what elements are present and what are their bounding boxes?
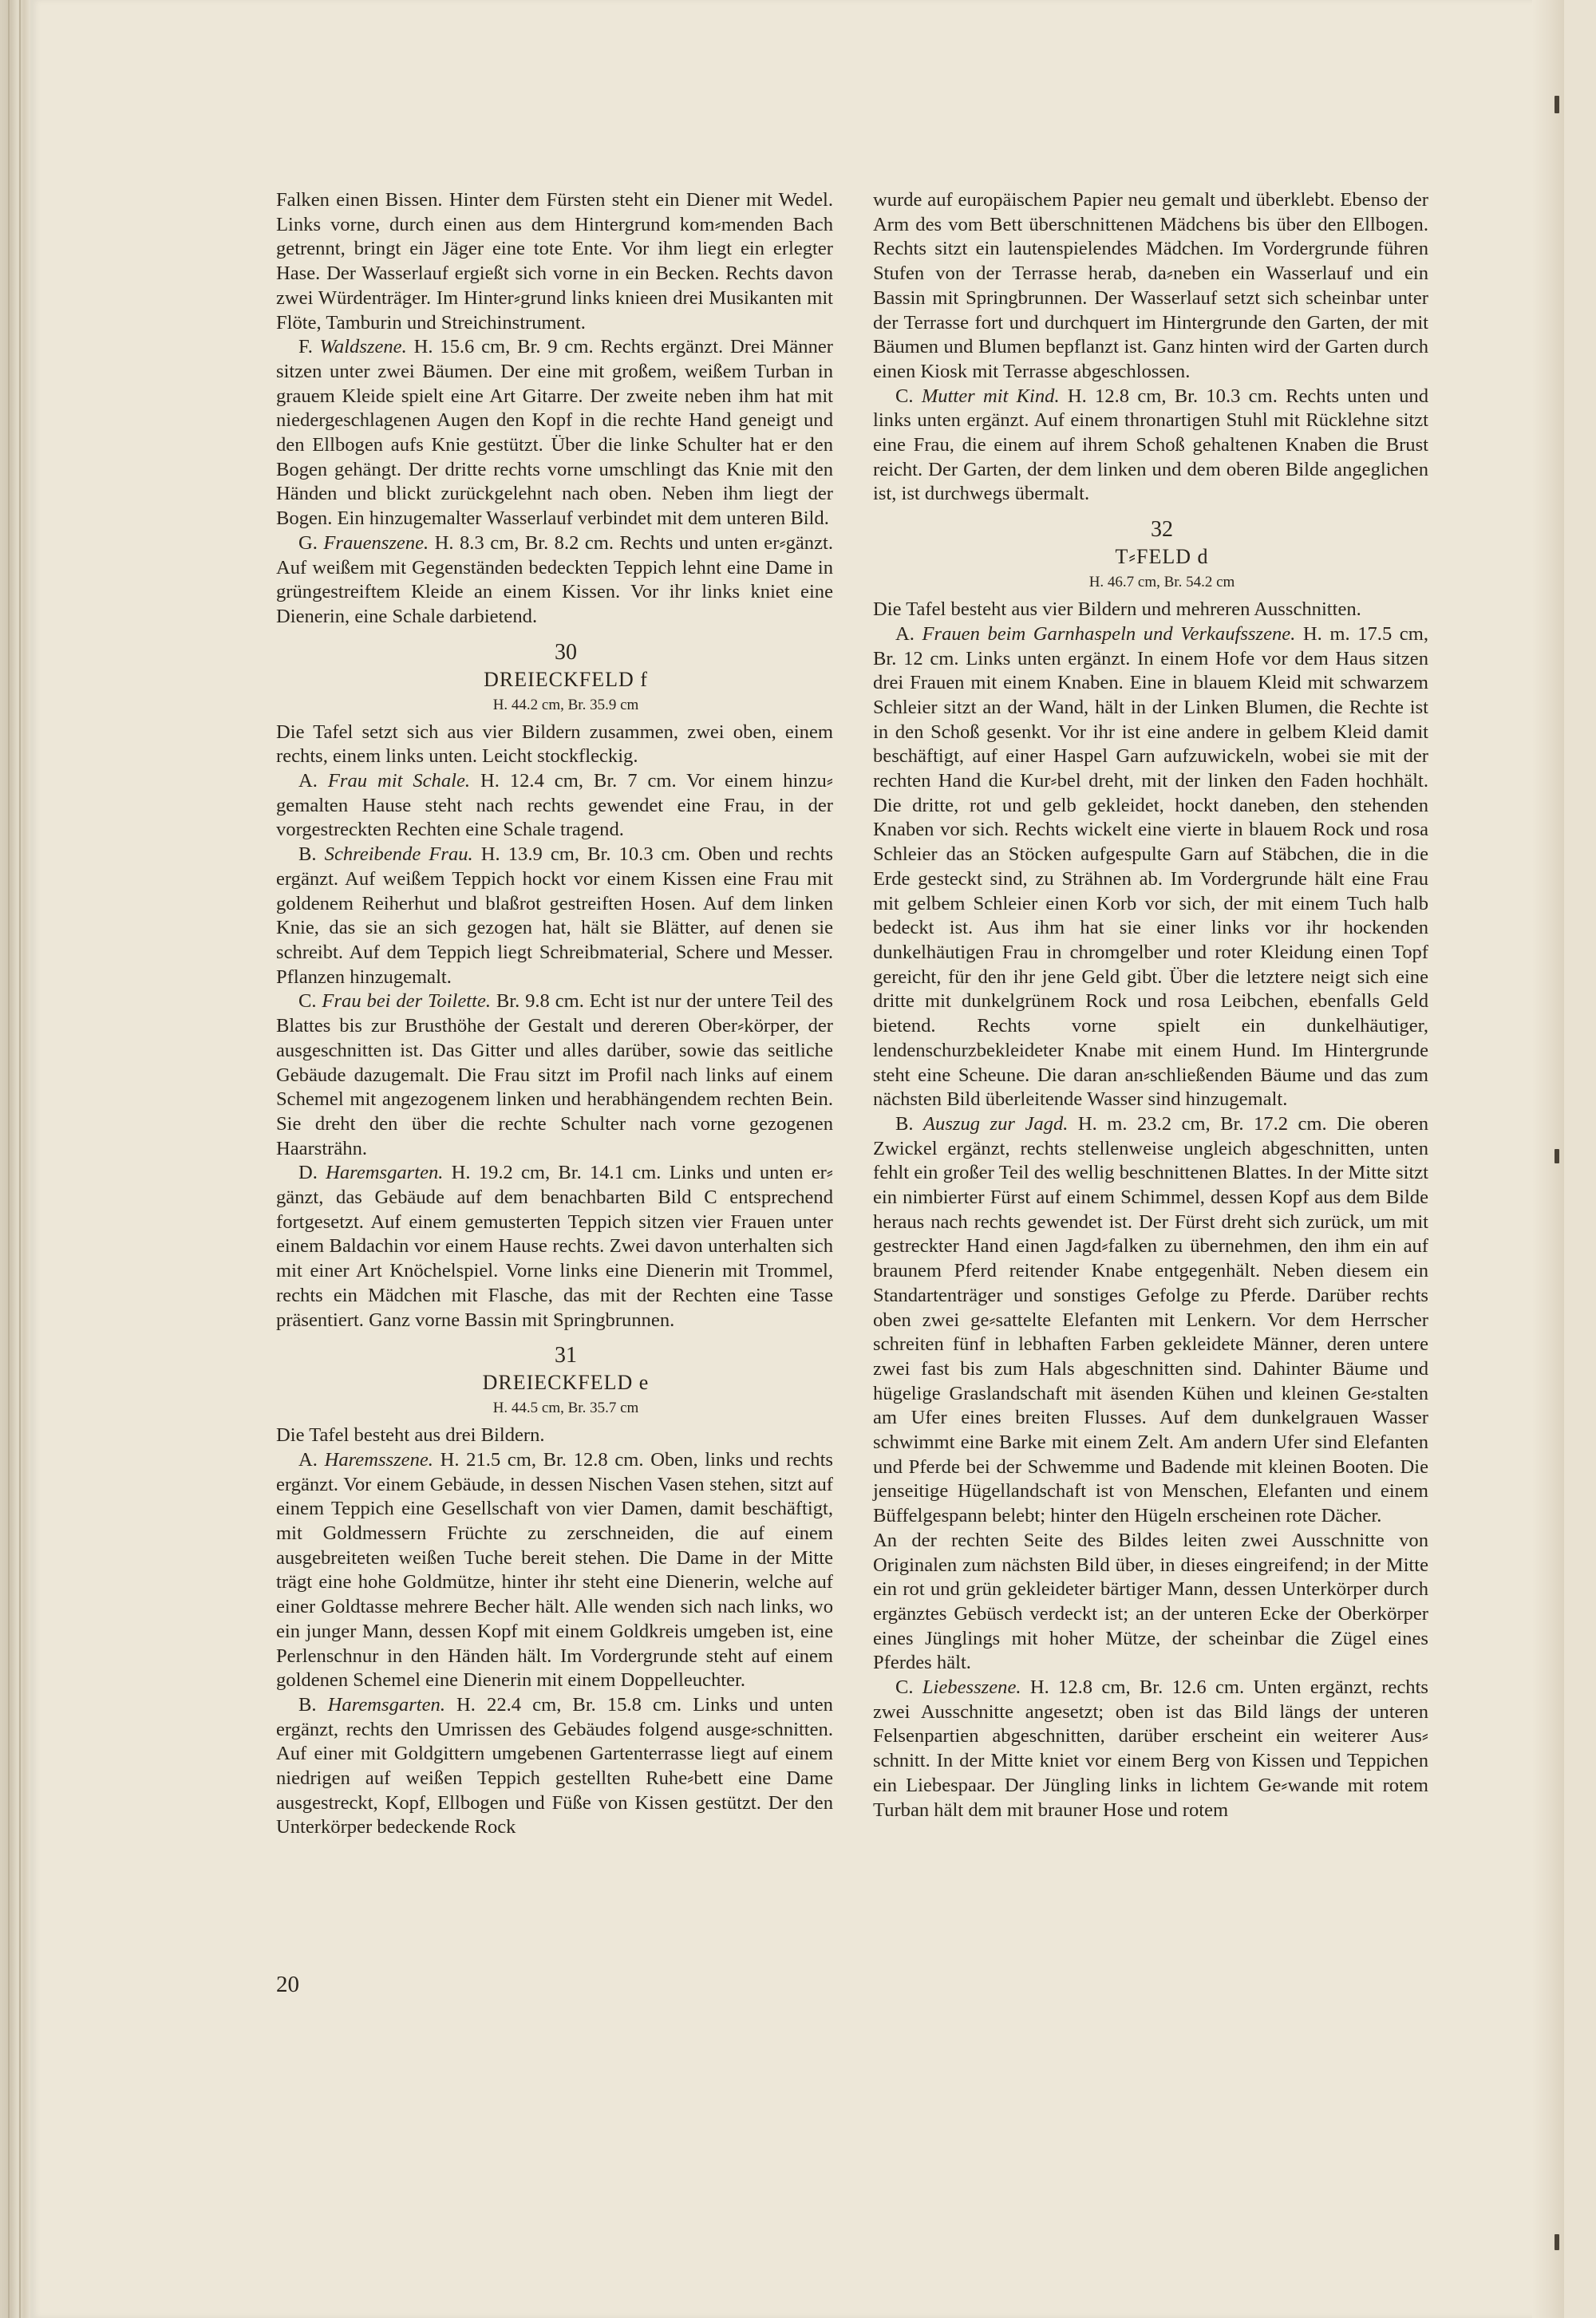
entry-c-30: C. Frau bei der Toilette. Br. 9.8 cm. Echt ist nur der untere Teil des Blattes bis zur Brusthöhe der Gestalt und dereren Ober⸗körper, der ausgeschnitten ist. Das Gitter und alles darüber, sowie das seitliche Gebäude dazugemalt. Die Frau sitzt im Profil nach links auf einem Schemel mit angezogenem linken und herabhängendem rechten Bein. Sie dreht den über die rechte Schulter nach vorne gezogenen Haarsträhn. [276,990,833,1159]
section-number-31: 31 [555,1343,577,1368]
entry-b-32: B. Auszug zur Jagd. H. m. 23.2 cm, Br. 17.2 cm. Die oberen Zwickel ergänzt, rechts stellenweise ungleich abgeschnitten, unten fehlt ein großer Teil des wellig beschnittenen Blattes. In der Mitte sitzt ein nimbierter Fürst auf einem Schimmel, dessen Kopf aus dem Bilde heraus nach rechts gewendet ist. Der Fürst dreht sich zurück, um mit gestreckter Hand einen Jagd⸗falken zu übernehmen, den ihm ein auf braunem Pferd reitender Knabe entgegenhält. Neben diesem ein Standartenträger und sonstiges Gefolge zu Pferde. Darüber rechts oben zwei ge⸗sattelte Elefanten mit Lenkern. Vor dem Herrscher schreiten fünf in lebhaften Farben gekleidete Männer, deren untere zwei fast bis zum Hals abgeschnitten sind. Dahinter Bäume und hügelige Graslandschaft mit äsenden Kühen und kleinen Ge⸗stalten am Ufer eines breiten Flusses. Auf dem dunkelgrauen Wasser schwimmt eine Barke mit einem Zelt. Am andern Ufer sind Elefanten und Pferde bei der Schwemme und Badende mit kleinen Booten. Die jenseitige Hügellandschaft ist von Menschen, Elefanten und einem Büffelgespann belebt; hinter den Hügeln erscheinen rote Dächer. [873,1112,1429,1527]
entry-title: Auszug zur Jagd. [923,1112,1069,1135]
entry-d-30: D. Haremsgarten. H. 19.2 cm, Br. 14.1 cm. Links und unten er⸗gänzt, das Gebäude auf dem benachbarten Bild C entsprechend fortgesetzt. Auf einem gemusterten Teppich sitzen vier Frauen unter einem Baldachin vor einem Hause rechts. Zwei davon unterhalten sich mit einer Art Knöchelspiel. Vorne links eine Dienerin mit Trommel, rechts ein Mädchen mit Flasche, das mit der Rechten eine Tasse präsentiert. Ganz vorne Bassin mit Springbrunnen. [276,1162,833,1331]
entry-b-31: B. Haremsgarten. H. 22.4 cm, Br. 15.8 cm. Links und unten ergänzt, rechts den Umrissen des Gebäudes folgend ausge⸗schnitten. Auf einer mit Goldgittern umgebenen Gartenterrasse liegt auf einem niedrigen auf weißen Teppich gestellten Ruhe⸗bett eine Dame ausgestreckt, Kopf, Ellbogen und Füße von Kissen gestützt. Der den Unterkörper bedeckende Rock [276,1693,833,1838]
entry-c-32: C. Liebesszene. H. 12.8 cm, Br. 12.6 cm. Unten ergänzt, rechts zwei Ausschnitte angesetzt; oben ist das Bild längs der unteren Felsenpartien abgeschnitten, darüber erscheint ein weiterer Aus⸗schnitt. In der Mitte kniet vor einem Berg von Kissen und Teppichen ein Liebespaar. Der Jüngling links in lichtem Ge⸗wande mit rotem Turban hält dem mit brauner Hose und rotem [873,1676,1428,1821]
entry-title: Frauen beim Garnhaspeln und Verkaufsszene. [922,622,1296,645]
section-dimensions-32: H. 46.7 cm, Br. 54.2 cm [1088,574,1235,591]
entry-title: Waldszene. [319,336,407,358]
section-title-30: DREIECKFELD f [484,667,648,691]
section-intro-31: Die Tafel besteht aus drei Bildern. [276,1424,545,1447]
section-intro-30: Die Tafel setzt sich aus vier Bildern zusammen, zwei oben, einem rechts, einem links unten. Leicht stockfleckig. [276,721,833,768]
section-number-32: 32 [1151,517,1173,543]
page-number: 20 [276,1972,299,1997]
entry-b-32-continuation: An der rechten Seite des Bildes leiten zwei Ausschnitte von Originalen zum nächsten Bild über, in dieses eingreifend; in der Mitte ein rot und grün gekleideter bärtiger Mann, dessen Unterkörper durch ergänztes Gebüsch verdeckt ist; an der unteren Ecke der Oberkörper eines Jünglings mit hoher Mütze, der scheinbar die Zügel eines Pferdes hält. [873,1529,1428,1674]
entry-b-30: B. Schreibende Frau. H. 13.9 cm, Br. 10.3 cm. Oben und rechts ergänzt. Auf weißem Teppich hockt vor einem Kissen eine Frau mit goldenem Reiherhut und blaßrot gestreiften Hosen. Auf dem linken Knie, das sie an sich gezogen hat, hält sie Blätter, auf denen sie schreibt. Auf dem Teppich liegt Schreibmaterial, Schere und Messer. Pflanzen hinzugemalt. [276,843,833,988]
section-dimensions-30: H. 44.2 cm, Br. 35.9 cm [492,696,639,713]
entry-title: Mutter mit Kind. [921,385,1060,407]
section-title-31: DREIECKFELD e [482,1371,650,1395]
right-column [873,188,1428,1822]
entry-g-frauenszene: G. Frauenszene. H. 8.3 cm, Br. 8.2 cm. Rechts und unten er⸗gänzt. Auf weißem mit Gegenständen bedeckten Teppich lehnt eine Dame in grüngestreiftem Kleide an einem Kissen. Vor ihr links kniet eine Dienerin, eine Schale darbietend. [276,531,833,627]
section-dimensions-31: H. 44.5 cm, Br. 35.7 cm [492,1400,639,1417]
entry-a-32: A. Frauen beim Garnhaspeln und Verkaufsszene. H. m. 17.5 cm, Br. 12 cm. Links unten ergänzt. In einem Hofe vor dem Haus sitzen drei Frauen mit einem Knaben. Eine in blauem Kleid mit schwarzem Schleier sitzt an der Wand, hält in der Linken Blumen, die Rechte ist in den Schoß gesenkt. Vor ihr ist eine andere in gelbem Kleid damit beschäftigt, auf einer Haspel Garn aufzuwickeln, wobei sie mit der rechten Hand die Kur⸗bel dreht, mit der linken den Faden hochhält. Die dritte, rot und gelb gekleidet, hockt daneben, den stehenden Knaben vor sich. Rechts wickelt eine vierte in blauem Rock und rosa Schleier das an Stöcken aufgespulte Garn auf Stäbchen, die in die Erde gesteckt sind, zu Strähnen ab. Im Vordergrunde hält eine Frau mit gelbem Schleier einen Korb vor sich, der mit einem Tuch halb bedeckt ist. Aus ihm hat sie einer links vor ihr hockenden dunkelhäutigen Frau in chromgelber und roter Kleidung einen Topf gereicht, für den ihr jene Geld gibt. Über die letztere neigt sich eine dritte mit dunkelgrünem Rock und rosa Leibchen, ebenfalls Geld bietend. Rechts vorne spielt ein dunkelhäutiger, lendenschurzbekleideter Knabe mit einem Hund. Im Hintergrunde steht eine Scheune. Die daran an⸗schließenden Bäume und das zum nächsten Bild überleitende Wasser sind hinzugemalt. [873,622,1428,1111]
section-intro-32: Die Tafel besteht aus vier Bildern und mehreren Ausschnitten. [873,598,1361,621]
edge-mark [1555,2234,1559,2250]
section-title-32: T⸗FELD d [1115,545,1209,569]
edge-mark [1555,96,1559,113]
page-right-edge [1532,0,1564,2318]
entry-a-31: A. Haremsszene. H. 21.5 cm, Br. 12.8 cm. Oben, links und rechts ergänzt. Vor einem Gebäude, in dessen Nischen Vasen stehen, sitzt auf einem Teppich eine Gesellschaft von vier Damen, damit beschäftigt, mit Goldmessern Früchte zu zerschneiden, die auf einem ausgebreiteten weißen Tuche bereit stehen. Die Dame in der Mitte trägt eine hohe Goldmütze, hinter ihr steht eine Dienerin, welche auf einer Goldtasse mehrere Becher hält. Alle wenden sich nach links, wo ein junger Mann, dessen Kopf mit einem Goldkreis umgeben ist, eine Perlenschnur in den Händen hält. Im Vordergrunde steht auf einem goldenen Schemel eine Dienerin mit einem Doppelleuchter. [276,1448,833,1692]
entry-a-30: A. Frau mit Schale. H. 12.4 cm, Br. 7 cm. Vor einem hinzu⸗gemalten Hause steht nach rechts gewendet eine Frau, in der vorgestreckten Rechten eine Schale tragend. [276,770,833,841]
entry-title: Haremsgarten. [326,1162,444,1184]
left-column [276,188,833,1840]
entry-f-waldszene: F. Waldszene. H. 15.6 cm, Br. 9 cm. Rechts ergänzt. Drei Männer sitzen unter zwei Bäumen. Der eine mit großem, weißem Turban in grauem Kleide spielt eine Art Gitarre. Der zweite neben ihm hat mit niedergeschlagenen Augen den Kopf in die rechte Hand geneigt und den Ellbogen aufs Knie gestützt. Über die linke Schulter hat er den Bogen gehängt. Der dritte rechts vorne umschlingt das Knie mit den Händen und blickt zurückgelehnt nach oben. Neben ihm liegt der Bogen. Ein hinzugemalter Wasserlauf verbindet mit dem unteren Bild. [276,336,833,530]
entry-title: Frau mit Schale. [327,770,471,792]
paragraph-continuation: Falken einen Bissen. Hinter dem Fürsten steht ein Diener mit Wedel. Links vorne, durch einen aus dem Hintergrund kom⸗menden Bach getrennt, bringt ein Jäger eine tote Ente. Vor ihm liegt ein erlegter Hase. Der Wasserlauf ergießt sich vorne in ein Becken. Rechts davon zwei Würdenträger. Im Hinter⸗grund links knieen drei Musikanten mit Flöte, Tamburin und Streichinstrument. [276,189,833,334]
entry-title: Frau bei der Toilette. [322,990,492,1013]
entry-title: Haremsszene. [324,1448,433,1471]
entry-title: Liebesszene. [922,1676,1021,1699]
entry-title: Schreibende Frau. [324,843,473,866]
book-binding-gutter [0,0,30,2318]
entry-c-31: C. Mutter mit Kind. H. 12.8 cm, Br. 10.3 cm. Rechts unten und links unten ergänzt. Auf einem thronartigen Stuhl mit Rücklehne sitzt eine Frau, die einem auf ihrem Schoß gehaltenen Knaben die Brust reicht. Der Garten, der dem linken und dem oberen Bilde angeglichen ist, ist durchwegs übermalt. [873,385,1429,505]
entry-title: Haremsgarten. [327,1693,445,1716]
entry-title: Frauenszene. [323,531,429,554]
section-number-30: 30 [555,639,577,665]
edge-mark [1555,1149,1559,1163]
paragraph-continuation: wurde auf europäischem Papier neu gemalt und überklebt. Ebenso der Arm des vom Bett überschnittenen Mädchens bis über den Ellbogen. Rechts sitzt ein lautenspielendes Mädchen. Im Vordergrunde führen Stufen von der Terrasse herab, da⸗neben ein Wasserlauf und ein Bassin mit Springbrunnen. Der Wasserlauf setzt sich scheinbar unter der Terrasse fort und durchquert im Hintergrunde den Garten, der mit Bäumen und Blumen bepflanzt ist. Ganz hinten wird der Garten durch einen Kiosk mit Terrasse abgeschlossen. [873,189,1428,382]
